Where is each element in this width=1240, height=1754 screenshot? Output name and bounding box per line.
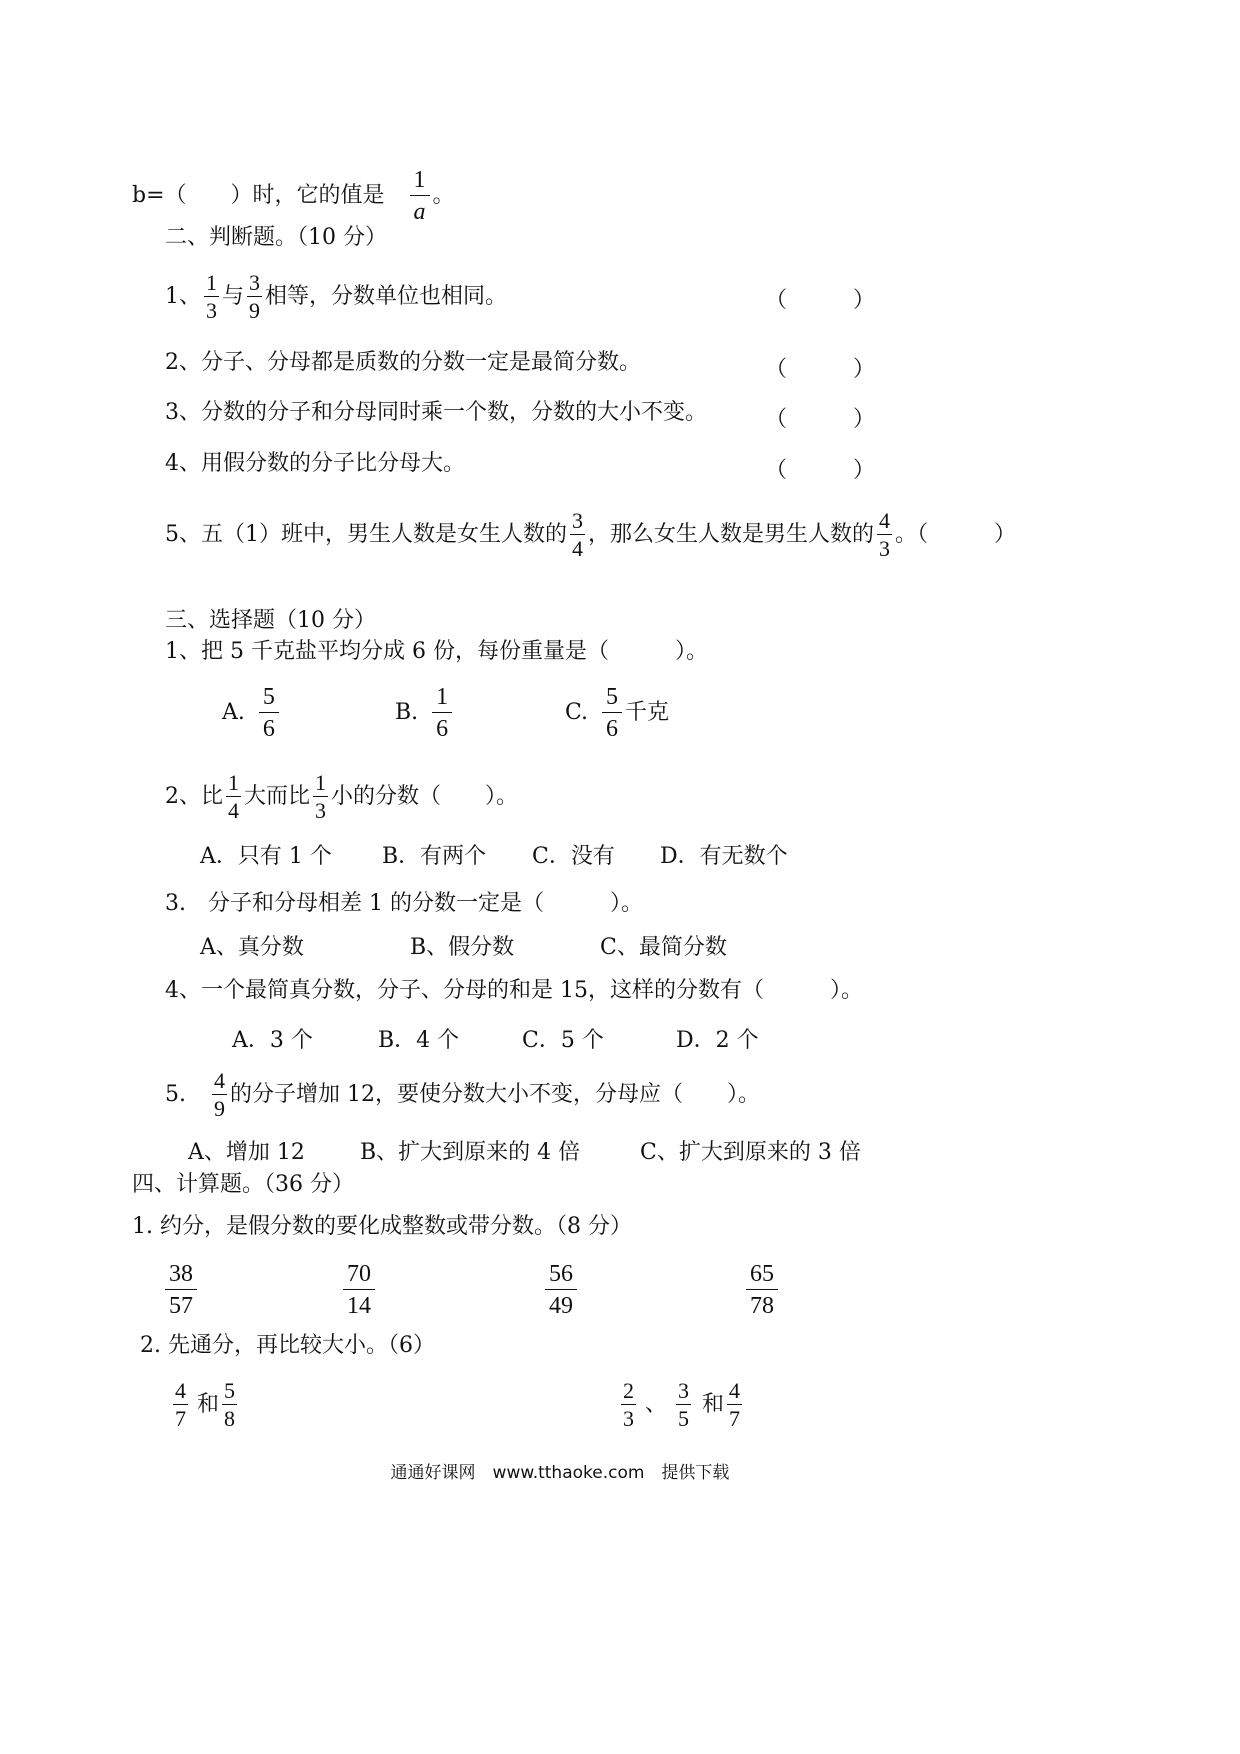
calc-q1-fraction-2: [340, 1262, 378, 1318]
choice-q2-option-b[interactable]: B．有两个: [382, 844, 487, 869]
calc-q1-fraction-1: [162, 1262, 200, 1318]
choice-q5-option-a[interactable]: A、增加 12: [188, 1140, 305, 1165]
fraction: $\frac{5}{6}$: [602, 685, 622, 741]
section4-title: 四、计算题。（36 分）: [132, 1172, 354, 1197]
choice-q2-option-c[interactable]: C．没有: [532, 844, 615, 869]
fraction: $\frac{1}{6}$: [432, 685, 452, 741]
fraction: $\frac{38}{57}$: [165, 1262, 197, 1318]
judge-q5: 5、五（1）班中，男生人数是女生人数的 $\frac{3}{4}$ ，那么女生人数是男生人数的 $\frac{4}{3}$ 。（ ）: [165, 508, 1017, 561]
choice-q4-option-a[interactable]: A．3 个: [232, 1028, 313, 1053]
fraction: $\frac{3}{9}$: [249, 270, 261, 323]
choice-q3-option-b[interactable]: B、假分数: [410, 935, 515, 960]
judge-q3: 3、分数的分子和分母同时乘一个数，分数的大小不变。: [165, 400, 707, 425]
choice-q4-option-c[interactable]: C．5 个: [522, 1028, 604, 1053]
choice-q1-option-c[interactable]: C. $\frac{5}{6}$ 千克: [565, 684, 670, 742]
choice-q2-option-d[interactable]: D．有无数个: [660, 844, 788, 869]
choice-q2: 2、比 $\frac{1}{4}$ 大而比 $\frac{1}{3}$ 小的分数（ ）。: [165, 770, 519, 823]
fraction: $\frac{1}{a}$: [410, 168, 430, 224]
fraction: $\frac{65}{78}$: [746, 1262, 778, 1318]
choice-q3-option-c[interactable]: C、最简分数: [600, 935, 727, 960]
fraction: $\frac{5}{8}$: [224, 1378, 236, 1431]
intro-line: b=（ ）时，它的值是 $\frac{1}{a}$ 。: [132, 167, 455, 225]
fraction: $\frac{4}{9}$: [214, 1068, 225, 1121]
fraction: $\frac{3}{4}$: [572, 508, 583, 561]
fraction: $\frac{70}{14}$: [343, 1262, 375, 1318]
fraction: $\frac{1}{4}$: [228, 770, 239, 823]
calc-q2-right: $\frac{2}{3}$ 、 $\frac{3}{5}$ 和 $\frac{4}{7}$: [623, 1378, 741, 1431]
choice-q3: 3. 分子和分母相差 1 的分数一定是（ ）。: [165, 891, 643, 916]
choice-q2-option-a[interactable]: A．只有 1 个: [200, 844, 332, 869]
judge-q1: 1、 $\frac{1}{3}$ 与 $\frac{3}{9}$ 相等，分数单位也相同。: [165, 270, 508, 323]
answer-paren[interactable]: （ ）: [765, 458, 876, 483]
choice-q1: 1、把 5 千克盐平均分成 6 份，每份重量是（ ）。: [165, 639, 708, 664]
fraction: $\frac{4}{7}$: [729, 1378, 741, 1431]
fraction: $\frac{4}{3}$: [879, 508, 891, 561]
fraction: $\frac{1}{3}$: [315, 770, 327, 823]
choice-q4-option-d[interactable]: D．2 个: [676, 1028, 759, 1053]
choice-q5: 5. $\frac{4}{9}$ 的分子增加 12，要使分数大小不变，分母应（ ）。: [165, 1068, 760, 1121]
choice-q4: 4、一个最简真分数，分子、分母的和是 15，这样的分数有（ ）。: [165, 978, 863, 1003]
judge-q2: 2、分子、分母都是质数的分数一定是最简分数。: [165, 350, 641, 375]
calc-q1-fraction-3: [542, 1262, 580, 1318]
choice-q5-option-b[interactable]: B、扩大到原来的 4 倍: [360, 1140, 581, 1165]
page-footer: 通通好课网 www.tthaoke.com 提供下载: [390, 1463, 730, 1483]
choice-q5-option-c[interactable]: C、扩大到原来的 3 倍: [640, 1140, 861, 1165]
answer-paren[interactable]: （ ）: [765, 407, 876, 432]
section3-title: 三、选择题（10 分）: [165, 608, 376, 633]
choice-q4-option-b[interactable]: B．4 个: [378, 1028, 460, 1053]
fraction: $\frac{2}{3}$: [623, 1378, 634, 1431]
calc-q1: 1. 约分，是假分数的要化成整数或带分数。（8 分）: [132, 1214, 632, 1239]
calc-q2: 2. 先通分，再比较大小。（6）: [140, 1333, 435, 1358]
choice-q3-option-a[interactable]: A、真分数: [200, 935, 304, 960]
choice-q1-option-a[interactable]: A. $\frac{5}{6}$: [222, 685, 282, 741]
fraction: $\frac{1}{3}$: [206, 270, 217, 323]
section2-title: 二、判断题。（10 分）: [165, 225, 387, 250]
choice-q1-option-b[interactable]: B. $\frac{1}{6}$: [395, 685, 455, 741]
fraction: $\frac{4}{7}$: [175, 1378, 186, 1431]
fraction: $\frac{3}{5}$: [678, 1378, 690, 1431]
fraction: $\frac{5}{6}$: [259, 685, 279, 741]
answer-paren[interactable]: （ ）: [765, 357, 876, 382]
fraction: $\frac{56}{49}$: [545, 1262, 577, 1318]
calc-q2-left: $\frac{4}{7}$ 和 $\frac{5}{8}$: [175, 1378, 236, 1431]
calc-q1-fraction-4: [743, 1262, 781, 1318]
judge-q4: 4、用假分数的分子比分母大。: [165, 451, 465, 476]
answer-paren[interactable]: （ ）: [765, 288, 876, 313]
